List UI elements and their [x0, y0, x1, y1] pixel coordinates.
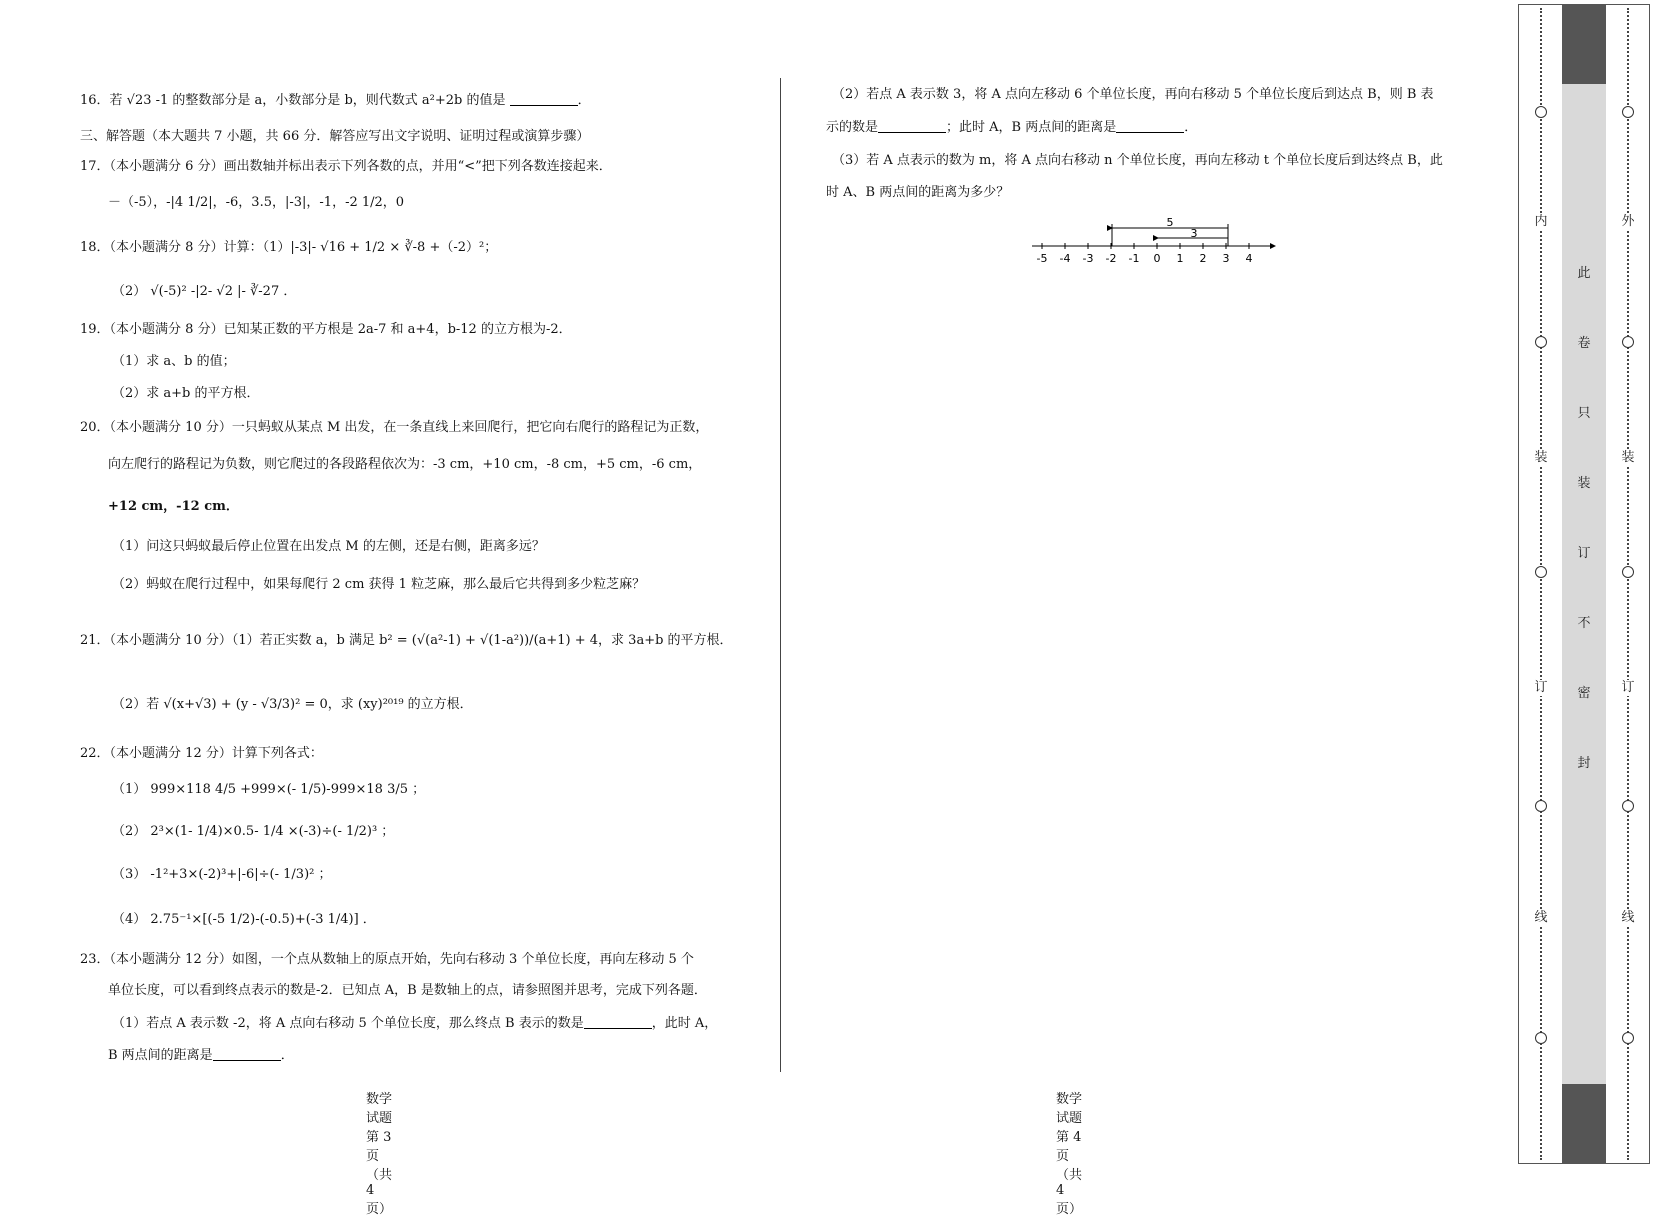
inner-label-3: 订 — [1534, 680, 1548, 695]
question-20-part-2: （2）蚂蚁在爬行过程中，如果每爬行 2 cm 获得 1 粒芝麻，那么最后它共得到多少粒芝麻？ — [112, 577, 646, 592]
question-20-line-2: 向左爬行的路程记为负数，则它爬过的各段路程依次为：-3 cm，+10 cm，-8 cm，+5 cm，-6 cm， — [108, 457, 702, 472]
outer-label-2: 装 — [1621, 450, 1635, 465]
question-19-part-2: （2）求 a+b 的平方根． — [112, 386, 260, 401]
page-4-footer: 数学试题 第 4 页（共 4 页） — [1056, 1092, 1083, 1217]
answer-blank — [213, 1046, 281, 1061]
question-23-part-2: （2）若点 A 表示数 3，将 A 点向左移动 6 个单位长度，再向右移动 5 个单位长度后到达点 B，则 B 表 — [832, 87, 1434, 102]
question-23-part-1-line-2: B 两点间的距离是 ． — [108, 1048, 294, 1063]
question-21: 21．（本小题满分 10 分）（1）若正实数 a，b 满足 b² = (√(a²-1) + √(1-a²))/(a+1) + 4，求 3a+b 的平方根． — [80, 633, 733, 648]
question-20-line-3: +12 cm，-12 cm． — [108, 499, 239, 514]
tick-label: 0 — [1153, 252, 1161, 265]
answer-blank — [1116, 118, 1184, 133]
binding-hole-circle — [1622, 800, 1634, 812]
outer-dotted-line — [1627, 8, 1629, 1160]
binding-hole-circle — [1622, 1032, 1634, 1044]
binding-hole-circle — [1535, 566, 1547, 578]
tick-label: -2 — [1105, 252, 1117, 265]
binding-dark-block-top — [1562, 4, 1606, 84]
seal-label-5: 订 — [1577, 546, 1591, 561]
answer-blank — [510, 91, 578, 106]
binding-hole-circle — [1622, 336, 1634, 348]
inner-label-4: 线 — [1534, 910, 1548, 925]
binding-hole-circle — [1622, 566, 1634, 578]
question-22-part-1: （1） 999×118 4/5 +999×(- 1/5)-999×18 3/5 ； — [112, 782, 426, 797]
question-23-line-2: 单位长度，可以看到终点表示的数是-2．已知点 A，B 是数轴上的点，请参照图并思考，完成下列各题． — [108, 983, 707, 998]
question-23-part-2-line-2: 示的数是 ；此时 A，B 两点间的距离是 ． — [826, 120, 1198, 135]
question-17-numbers: －（-5），-|4 1/2|，-6，3.5，|-3|，-1，-2 1/2，0 — [108, 195, 405, 210]
question-22-part-2: （2） 2³×(1- 1/4)×0.5- 1/4 ×(-3)÷(- 1/2)³ ； — [112, 824, 395, 839]
question-18-part-2: （2） √(-5)² -|2- √2 |- ∛-27 ． — [112, 284, 297, 299]
question-17: 17．（本小题满分 6 分）画出数轴并标出表示下列各数的点，并用“<”把下列各数连接起来． — [80, 159, 612, 174]
inner-label-1: 内 — [1534, 214, 1548, 229]
seal-label-1: 此 — [1577, 266, 1591, 281]
answer-blank — [878, 118, 946, 133]
tick-label: 1 — [1176, 252, 1184, 265]
question-16: 16．若 √23 -1 的整数部分是 a，小数部分是 b，则代数式 a²+2b 的值是 ． — [80, 93, 591, 108]
seal-label-4: 装 — [1577, 476, 1591, 491]
question-22: 22．（本小题满分 12 分）计算下列各式： — [80, 746, 323, 761]
question-18: 18．（本小题满分 8 分）计算：（1）|-3|- √16 + 1/2 × ∛-8 +（-2）²； — [80, 240, 498, 255]
binding-dark-block-bottom — [1562, 1084, 1606, 1164]
answer-blank — [584, 1014, 652, 1029]
binding-hole-circle — [1622, 106, 1634, 118]
question-19-part-1: （1）求 a、b 的值； — [112, 354, 236, 369]
outer-label-1: 外 — [1621, 214, 1635, 229]
seal-label-2: 卷 — [1577, 336, 1591, 351]
tick-label: -5 — [1036, 252, 1048, 265]
binding-hole-circle — [1535, 336, 1547, 348]
question-22-part-4: （4） 2.75⁻¹×[(-5 1/2)-(-0.5)+(-3 1/4)] ． — [112, 912, 376, 927]
seal-label-8: 封 — [1577, 756, 1591, 771]
outer-label-3: 订 — [1621, 680, 1635, 695]
binding-hole-circle — [1535, 800, 1547, 812]
page-3-footer: 数学试题 第 3 页（共 4 页） — [366, 1092, 393, 1217]
inner-label-2: 装 — [1534, 450, 1548, 465]
question-21-part-2: （2）若 √(x+√3) + (y - √3/3)² = 0，求 (xy)²⁰¹⁹ 的立方根． — [112, 697, 473, 712]
question-23-part-3: （3）若 A 点表示的数为 m，将 A 点向右移动 n 个单位长度，再向左移动 t 个单位长度后到达终点 B，此 — [832, 153, 1443, 168]
seal-label-3: 只 — [1577, 406, 1591, 421]
question-23-part-3-line-2: 时 A、B 两点间的距离为多少？ — [826, 185, 1010, 200]
binding-hole-circle — [1535, 106, 1547, 118]
inner-dotted-line — [1540, 8, 1542, 1160]
tick-label: -3 — [1082, 252, 1094, 265]
label-5: 5 — [1166, 218, 1174, 229]
seal-label-7: 密 — [1577, 686, 1591, 701]
column-divider — [780, 78, 781, 1072]
outer-label-4: 线 — [1621, 910, 1635, 925]
question-23-part-1: （1）若点 A 表示数 -2，将 A 点向右移动 5 个单位长度，那么终点 B 表示的数是 ，此时 A， — [112, 1016, 718, 1031]
tick-label: -4 — [1059, 252, 1071, 265]
tick-label: 4 — [1245, 252, 1253, 265]
number-line-figure — [1030, 218, 1280, 268]
question-19: 19．（本小题满分 8 分）已知某正数的平方根是 2a-7 和 a+4，b-12 的立方根为-2． — [80, 322, 572, 337]
tick-label: 2 — [1199, 252, 1207, 265]
question-22-part-3: （3） -1²+3×(-2)³+|-6|÷(- 1/3)² ； — [112, 867, 332, 882]
section-heading: 三、解答题（本大题共 7 小题，共 66 分．解答应写出文字说明、证明过程或演算步骤） — [80, 129, 590, 144]
label-3: 3 — [1190, 227, 1198, 240]
seal-label-6: 不 — [1577, 616, 1591, 631]
question-20-part-1: （1）问这只蚂蚁最后停止位置在出发点 M 的左侧，还是右侧，距离多远？ — [112, 539, 545, 554]
question-23: 23．（本小题满分 12 分）如图，一个点从数轴上的原点开始，先向右移动 3 个单位长度，再向左移动 5 个 — [80, 952, 694, 967]
tick-label: 3 — [1222, 252, 1230, 265]
binding-gray-band — [1562, 4, 1606, 1164]
question-20: 20．（本小题满分 10 分）一只蚂蚁从某点 M 出发，在一条直线上来回爬行，把它向右爬行的路程记为正数， — [80, 420, 709, 435]
tick-label: -1 — [1128, 252, 1140, 265]
binding-hole-circle — [1535, 1032, 1547, 1044]
